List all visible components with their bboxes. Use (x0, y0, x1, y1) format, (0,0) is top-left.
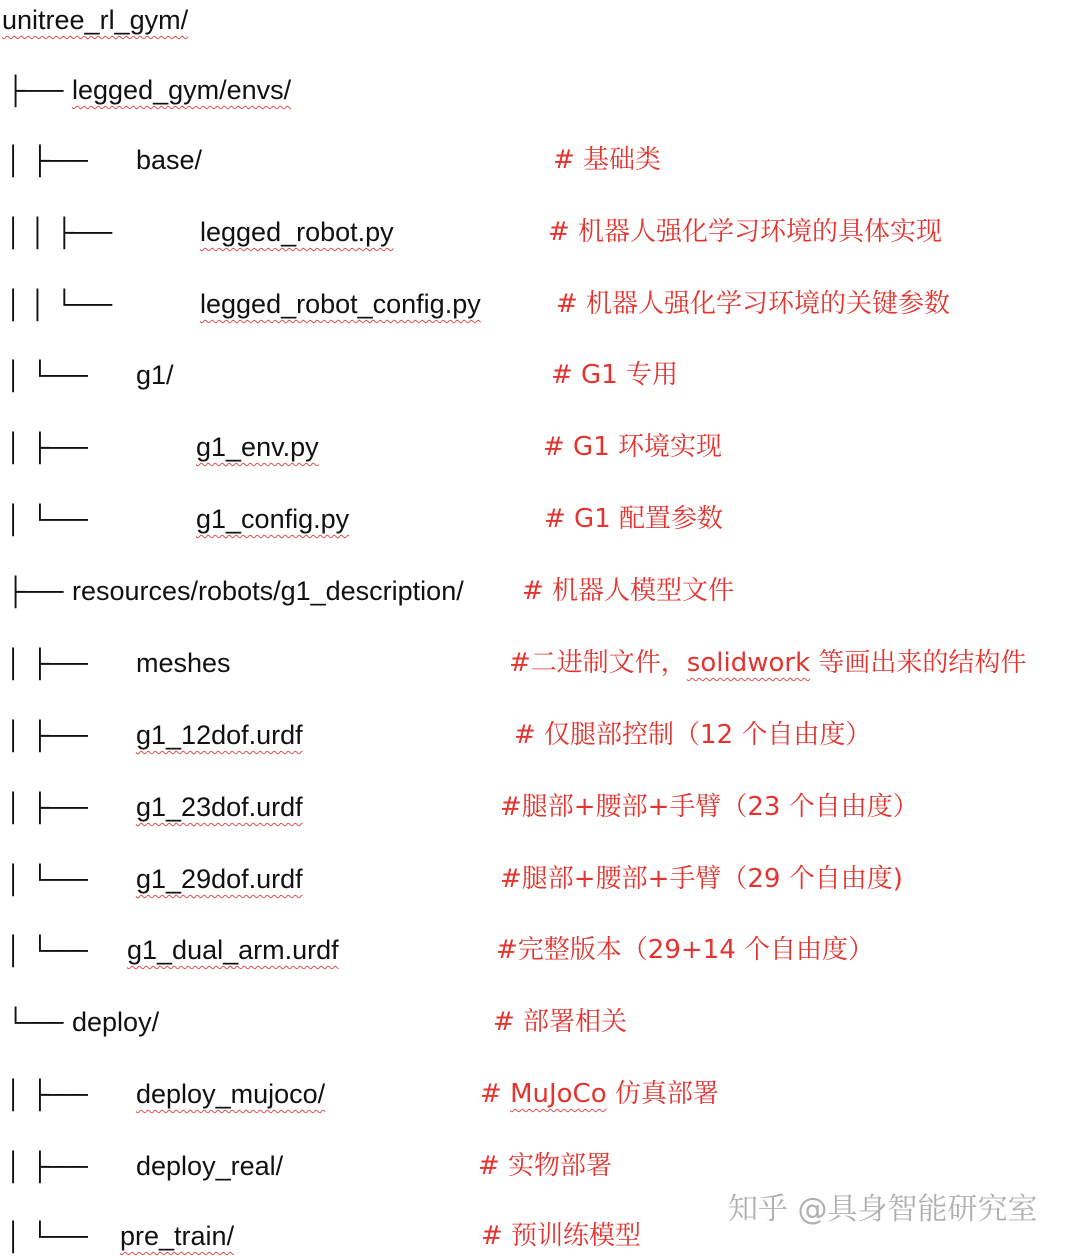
folder-name: legged_gym/envs/ (72, 75, 292, 105)
comment-part: #二进制文件， (509, 648, 687, 678)
comment-part: 等画出来的结构件 (810, 648, 1027, 678)
folder-name: pre_train/ (120, 1221, 235, 1251)
folder-name: meshes (136, 648, 231, 678)
tree-line-deploy-mujoco (0, 1074, 1080, 1114)
comment: # 仅腿部控制（12 个自由度） (514, 720, 872, 750)
comment-part: solidwork (686, 648, 811, 678)
file-name: g1_12dof.urdf (136, 720, 303, 750)
tree-line-g1 (0, 355, 1080, 395)
comment: # G1 配置参数 (544, 504, 724, 534)
tree-line-g1-23dof (0, 787, 1080, 827)
comment: # 机器人强化学习环境的具体实现 (548, 217, 943, 247)
file-name: g1_29dof.urdf (136, 864, 303, 894)
watermark: 知乎 @具身智能研究室 (728, 1192, 1038, 1227)
comment: # 机器人强化学习环境的关键参数 (556, 289, 951, 319)
comment: # 部署相关 (493, 1007, 628, 1037)
file-name: g1_dual_arm.urdf (127, 935, 339, 965)
comment: # 实物部署 (478, 1151, 613, 1181)
comment: # 机器人模型文件 (522, 576, 735, 606)
tree-branch-glyph: │ └── (6, 1221, 88, 1251)
comment (509, 643, 1026, 683)
tree-branch-glyph: ├── (6, 75, 64, 105)
tree-branch-glyph: │ ├── (6, 792, 88, 822)
file-name: g1_config.py (196, 504, 350, 534)
tree-branch-glyph: ├── (6, 576, 64, 606)
tree-line-g1-12dof (0, 715, 1080, 755)
comment-part: MuJoCo (510, 1079, 607, 1109)
comment: # 基础类 (553, 145, 662, 175)
tree-line-deploy-real (0, 1146, 1080, 1186)
folder-name: g1/ (136, 360, 174, 390)
tree-line-envs (0, 70, 1080, 110)
tree-line-resources (0, 571, 1080, 611)
tree-branch-glyph: │ └── (6, 935, 88, 965)
tree-line-deploy (0, 1002, 1080, 1042)
comment: #腿部+腰部+手臂（23 个自由度） (500, 792, 919, 822)
tree-branch-glyph: │ └── (6, 504, 88, 534)
file-name: g1_env.py (196, 432, 319, 462)
folder-name: base/ (136, 145, 203, 175)
tree-line-g1-29dof (0, 859, 1080, 899)
tree-branch-glyph: │ ├── (6, 432, 88, 462)
tree-branch-glyph: │ └── (6, 864, 88, 894)
tree-branch-glyph: │ ├── (6, 720, 88, 750)
file-name: g1_23dof.urdf (136, 792, 303, 822)
comment: # 预训练模型 (481, 1221, 642, 1251)
comment: #完整版本（29+14 个自由度） (496, 935, 875, 965)
tree-branch-glyph: │ └── (6, 360, 88, 390)
tree-line-legged-robot (0, 212, 1080, 252)
comment: # G1 环境实现 (543, 432, 723, 462)
tree-line-g1-dual-arm (0, 930, 1080, 970)
tree-line-g1-config (0, 499, 1080, 539)
folder-name: deploy/ (72, 1007, 160, 1037)
tree-branch-glyph: │ ├── (6, 648, 88, 678)
tree-branch-glyph: │ ├── (6, 1151, 88, 1181)
tree-line-g1-env (0, 427, 1080, 467)
folder-name: deploy_mujoco/ (136, 1079, 326, 1109)
tree-branch-glyph: │ │ ├── (6, 217, 113, 247)
tree-line-root (0, 0, 1080, 40)
root-folder-name: unitree_rl_gym/ (2, 5, 189, 35)
file-name: legged_robot.py (200, 217, 394, 247)
file-name: legged_robot_config.py (200, 289, 481, 319)
tree-line-meshes (0, 643, 1080, 683)
tree-branch-glyph: │ ├── (6, 1079, 88, 1109)
tree-line-base (0, 140, 1080, 180)
tree-branch-glyph: └── (6, 1007, 64, 1037)
folder-name: deploy_real/ (136, 1151, 284, 1181)
tree-line-legged-robot-config (0, 284, 1080, 324)
comment-part: # (480, 1079, 511, 1109)
comment: #腿部+腰部+手臂（29 个自由度) (500, 864, 903, 894)
folder-name: resources/robots/g1_description/ (72, 576, 464, 606)
comment-part: 仿真部署 (606, 1079, 719, 1109)
tree-branch-glyph: │ │ └── (6, 289, 113, 319)
tree-branch-glyph: │ ├── (6, 145, 88, 175)
comment (480, 1074, 719, 1114)
comment: # G1 专用 (551, 360, 679, 390)
